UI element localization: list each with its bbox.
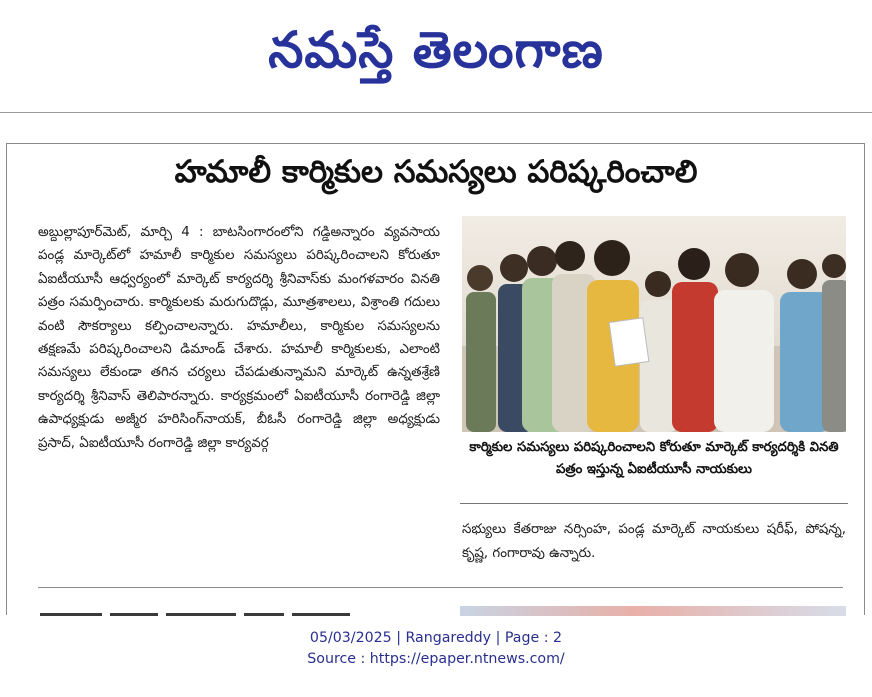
article-headline: హమాలీ కార్మికుల సమస్యలు పరిష్కరించాలి — [174, 154, 698, 190]
group-photo-image — [462, 216, 846, 432]
next-article-photo-cropped — [460, 606, 846, 616]
photo-caption: కార్మికుల సమస్యలు పరిష్కరించాలని కోరుతూ మార్కెట్ కార్యదర్శికి వినతి పత్రం ఇస్తున్న ఏఐటీయూసీ నాయకులు — [469, 440, 839, 477]
article-photo — [462, 216, 846, 432]
article-body-text: అబ్దుల్లాపూర్‌మెట్, మార్చి 4 : బాటసింగారంలోని గడ్డిఅన్నారం వ్యవసాయ పండ్ల మార్కెట్‌లో హమాలీ కార్మికుల సమస్యలు పరిష్కరించాలని కోరుతూ ఏఐటీయూసీ ఆధ్వర్యంలో మార్కెట్ కార్యదర్శి శ్రీనివాస్‌కు మంగళవారం వినతి పత్రం సమర్పించారు. కార్మికులకు మరుగుదొడ్లు, మూత్రశాలలు, విశ్రాంతి గదులు వంటి సౌకర్యాలు కల్పించాలన్నారు. హమాలీలు, కార్మికుల సమస్యలను తక్షణమే పరిష్కరించాలని డిమాండ్ చేశారు. హమాలీ కార్మికులకు, ఎలాంటి సమస్యలు లేకుండా తగిన చర్యలు చేపడుతున్నామని మార్కెట్ ఉన్నతశ్రేణి కార్యదర్శి శ్రీనివాస్ తెలిపారన్నారు. కార్యక్రమంలో ఏఐటీయూసీ రంగారెడ్డి జిల్లా ఉపాధ్యక్షుడు అజ్మీర హరిసింగ్‌నాయక్, బీఓసీ రంగారెడ్డి జిల్లా అధ్యక్షుడు ప్రసాద్, ఏఐటీయూసీ రంగారెడ్డి జిల్లా కార్యవర్గ — [38, 225, 440, 451]
article-bottom-divider — [38, 587, 843, 588]
newspaper-masthead — [0, 0, 872, 112]
masthead-divider — [0, 112, 872, 113]
page-footer — [0, 628, 872, 688]
caption-divider — [460, 503, 848, 504]
article-body-right-column: సభ్యులు కేతరాజు నర్సింహ, పండ్ల మార్కెట్ నాయకులు షరీఫ్, పోషన్న, కృష్ణ, గంగారావు ఉన్నారు. — [462, 522, 846, 561]
source-info: Source : https://epaper.ntnews.com/ — [307, 651, 565, 667]
masthead-logo: నమస్తే తెలంగాణ — [268, 20, 604, 79]
edition-info: 05/03/2025 | Rangareddy | Page : 2 — [309, 630, 563, 646]
next-article-headline-cropped — [40, 604, 404, 616]
article-body-left-column — [38, 221, 440, 578]
